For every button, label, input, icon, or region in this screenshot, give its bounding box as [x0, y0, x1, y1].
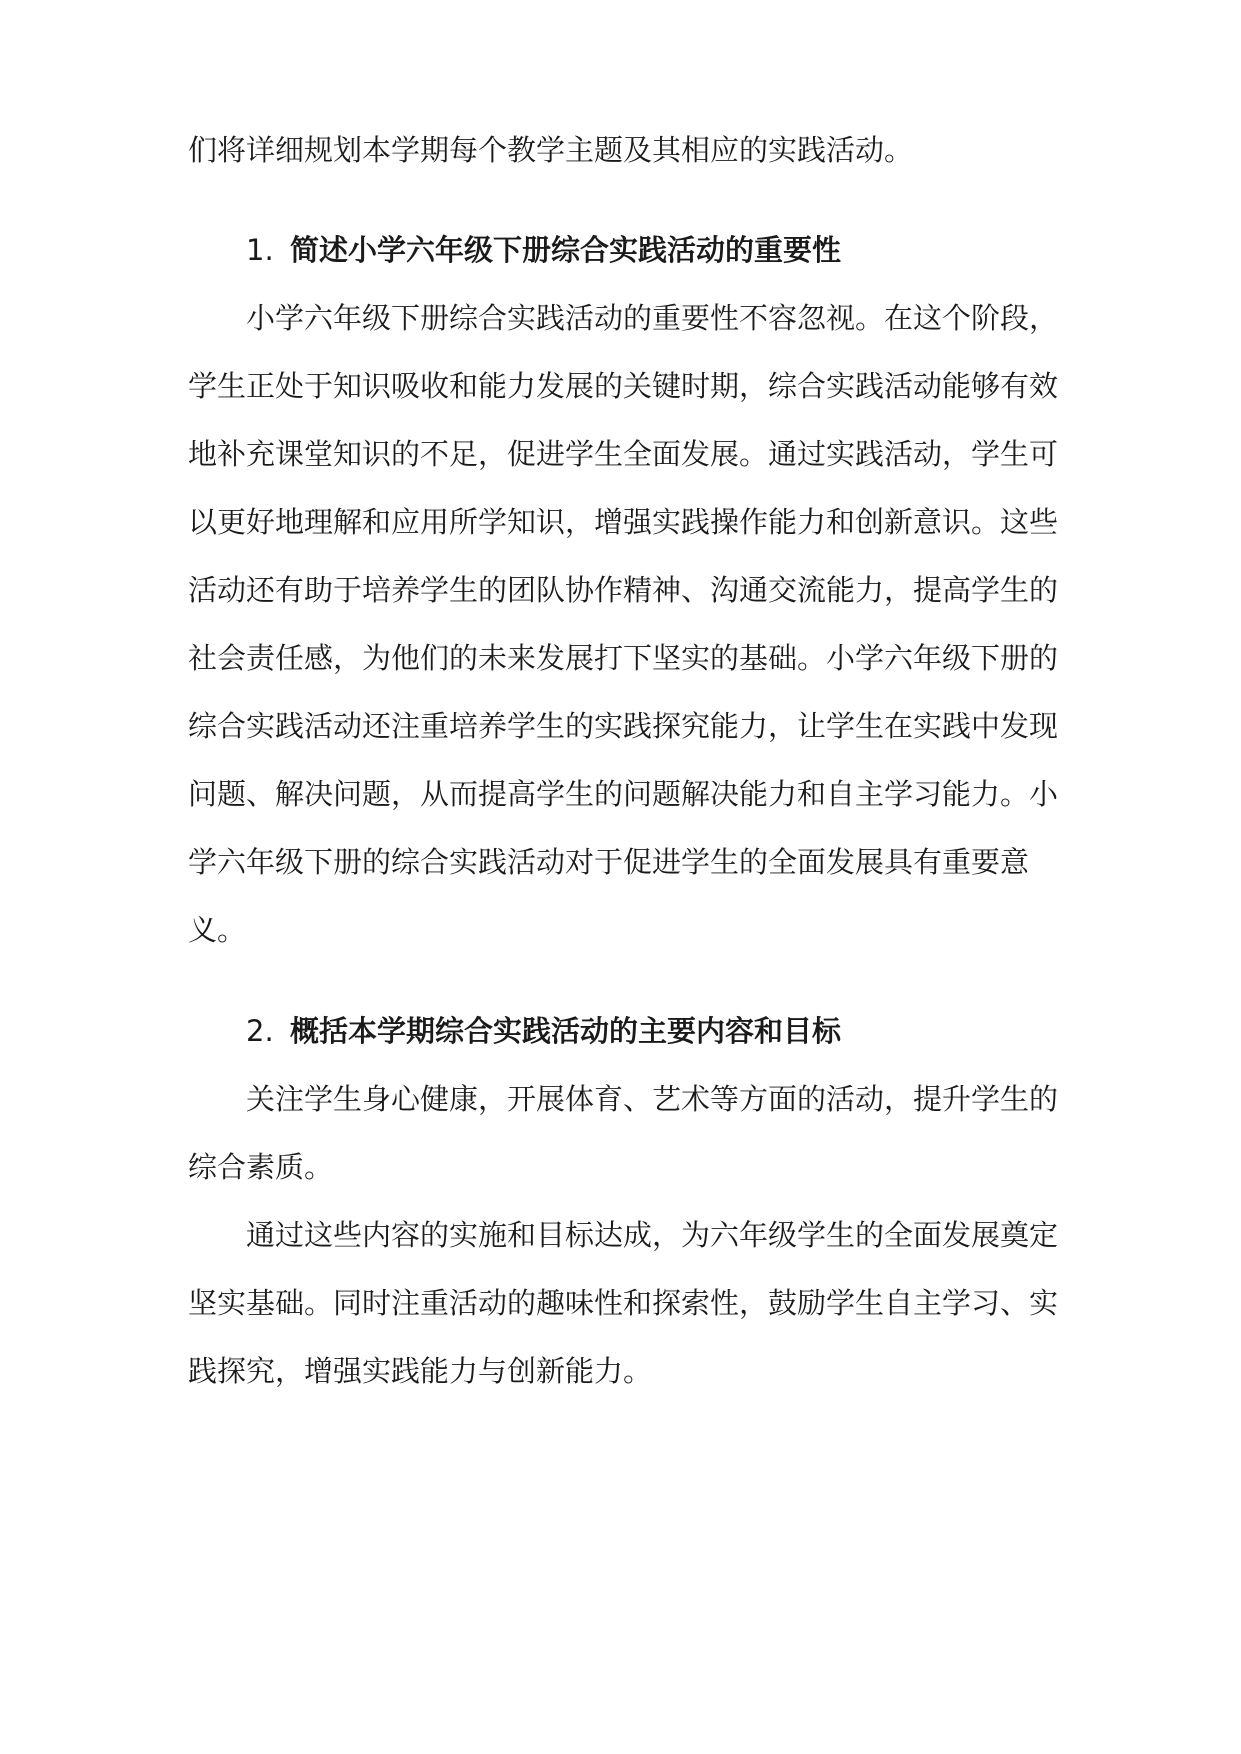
section-1-line: 地补充课堂知识的不足，促进学生全面发展。通过实践活动，学生可 — [188, 437, 1059, 471]
section-1-line: 活动还有助于培养学生的团队协作精神、沟通交流能力，提高学生的 — [188, 573, 1059, 607]
section-1-line: 问题、解决问题，从而提高学生的问题解决能力和自主学习能力。小 — [188, 777, 1059, 811]
section-1-line: 社会责任感，为他们的未来发展打下坚实的基础。小学六年级下册的 — [188, 641, 1059, 675]
section-1-line: 学六年级下册的综合实践活动对于促进学生的全面发展具有重要意 — [188, 845, 1030, 879]
section-2-para2-line: 通过这些内容的实施和目标达成，为六年级学生的全面发展奠定 — [246, 1218, 1059, 1252]
section-2-para1-line: 关注学生身心健康，开展体育、艺术等方面的活动，提升学生的 — [246, 1082, 1059, 1116]
section-1-number: 1. — [246, 233, 274, 267]
section-1-line: 学生正处于知识吸收和能力发展的关键时期，综合实践活动能够有效 — [188, 369, 1059, 403]
section-1-line: 综合实践活动还注重培养学生的实践探究能力，让学生在实践中发现 — [188, 709, 1059, 743]
section-1-heading — [246, 230, 841, 270]
section-2-title: 概括本学期综合实践活动的主要内容和目标 — [290, 1014, 842, 1048]
section-1-line: 以更好地理解和应用所学知识，增强实践操作能力和创新意识。这些 — [188, 505, 1059, 539]
section-2-number: 2. — [246, 1014, 274, 1048]
intro-line: 们将详细规划本学期每个教学主题及其相应的实践活动。 — [188, 133, 914, 167]
section-2-para1-line: 综合素质。 — [188, 1150, 334, 1184]
section-1-line: 小学六年级下册综合实践活动的重要性不容忽视。在这个阶段， — [246, 301, 1059, 335]
section-2-para2-line: 坚实基础。同时注重活动的趣味性和探索性，鼓励学生自主学习、实 — [188, 1286, 1059, 1320]
section-2-heading — [246, 1011, 841, 1051]
section-1-title: 简述小学六年级下册综合实践活动的重要性 — [290, 233, 842, 267]
section-2-para2-line: 践探究，增强实践能力与创新能力。 — [188, 1354, 653, 1388]
section-1-line: 义。 — [188, 913, 247, 947]
